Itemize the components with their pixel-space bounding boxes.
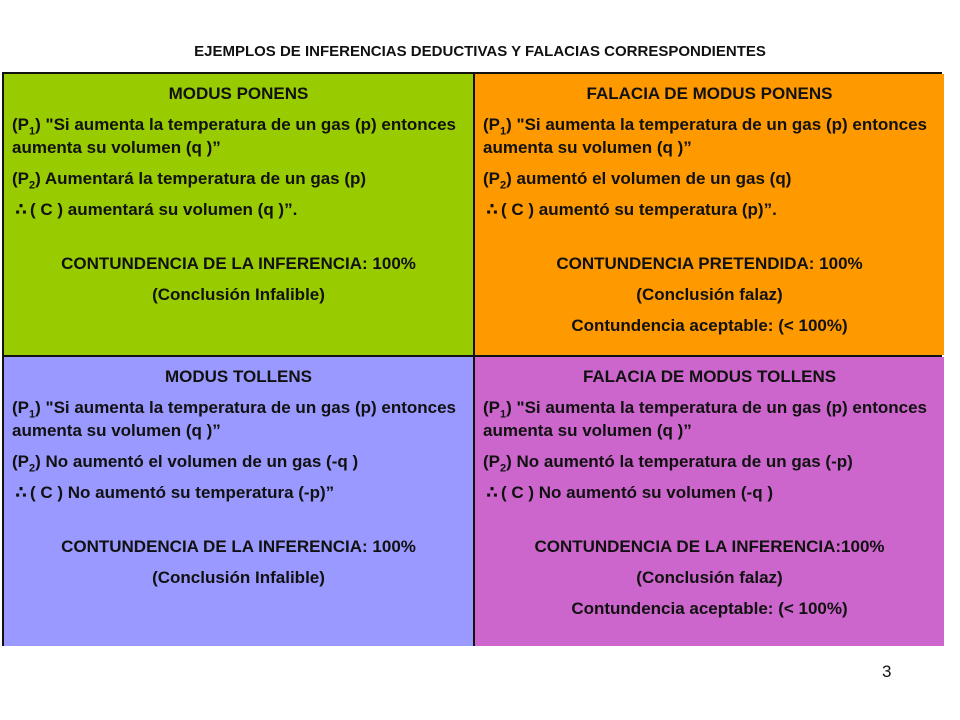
falacia-tollens-note: (Conclusión falaz)	[636, 568, 783, 587]
modus-tollens-premise-2: $(P_2)$ No aumentó el volumen de un gas (-q )	[12, 452, 359, 475]
therefore-icon: ∴	[15, 483, 27, 502]
modus-tollens-conclusion: ∴ ( C ) No aumentó su temperatura (-p)”	[12, 481, 465, 504]
falacia-tollens-premise-1: $(P_1)$ "Si aumenta la temperatura de un gas (p) entonces aumenta su volumen (q )”	[483, 398, 927, 440]
modus-tollens-heading: MODUS TOLLENS	[164, 367, 313, 386]
modus-ponens-cell	[4, 74, 473, 355]
modus-ponens-strength: CONTUNDENCIA DE LA INFERENCIA: 100%	[61, 254, 416, 273]
therefore-icon: ∴	[15, 200, 27, 219]
falacia-tollens-accept: Contundencia aceptable: (< 100%)	[571, 599, 848, 618]
modus-ponens-premise-1: $(P_1)$ "Si aumenta la temperatura de un gas (p) entonces aumenta su volumen (q )”	[12, 115, 456, 157]
falacia-tollens-cell	[475, 357, 944, 646]
therefore-icon: ∴	[486, 483, 498, 502]
falacia-ponens-conclusion: ∴ ( C ) aumentó su temperatura (p)”.	[483, 198, 936, 221]
page-title: EJEMPLOS DE INFERENCIAS DEDUCTIVAS Y FALACIAS CORRESPONDIENTES	[194, 43, 766, 60]
therefore-icon: ∴	[486, 200, 498, 219]
modus-ponens-heading: MODUS PONENS	[168, 84, 309, 103]
modus-tollens-premise-1: $(P_1)$ "Si aumenta la temperatura de un gas (p) entonces aumenta su volumen (q )”	[12, 398, 456, 440]
inference-table	[2, 72, 942, 646]
falacia-tollens-conclusion: ∴ ( C ) No aumentó su volumen (-q )	[483, 481, 936, 504]
modus-ponens-conclusion: ∴ ( C ) aumentará su volumen (q )”.	[12, 198, 465, 221]
falacia-tollens-strength: CONTUNDENCIA DE LA INFERENCIA:100%	[534, 537, 885, 556]
modus-ponens-premise-2: $(P_2)$ Aumentará la temperatura de un gas (p)	[12, 169, 367, 192]
page-number: 3	[882, 662, 892, 681]
falacia-ponens-premise-1: $(P_1)$ "Si aumenta la temperatura de un gas (p) entonces aumenta su volumen (q )”	[483, 115, 927, 157]
falacia-ponens-cell	[475, 74, 944, 355]
modus-tollens-note: (Conclusión Infalible)	[152, 568, 325, 587]
falacia-ponens-accept: Contundencia aceptable: (< 100%)	[571, 316, 848, 335]
falacia-ponens-note: (Conclusión falaz)	[636, 285, 783, 304]
falacia-tollens-heading: FALACIA DE MODUS TOLLENS	[582, 367, 837, 386]
falacia-tollens-premise-2: $(P_2)$ No aumentó la temperatura de un gas (-p)	[483, 452, 853, 475]
falacia-ponens-heading: FALACIA DE MODUS PONENS	[586, 84, 833, 103]
falacia-ponens-strength: CONTUNDENCIA PRETENDIDA: 100%	[556, 254, 863, 273]
modus-tollens-strength: CONTUNDENCIA DE LA INFERENCIA: 100%	[61, 537, 416, 556]
falacia-ponens-premise-2: $(P_2)$ aumentó el volumen de un gas (q)	[483, 169, 792, 192]
modus-ponens-note: (Conclusión Infalible)	[152, 285, 325, 304]
modus-tollens-cell	[4, 357, 473, 646]
